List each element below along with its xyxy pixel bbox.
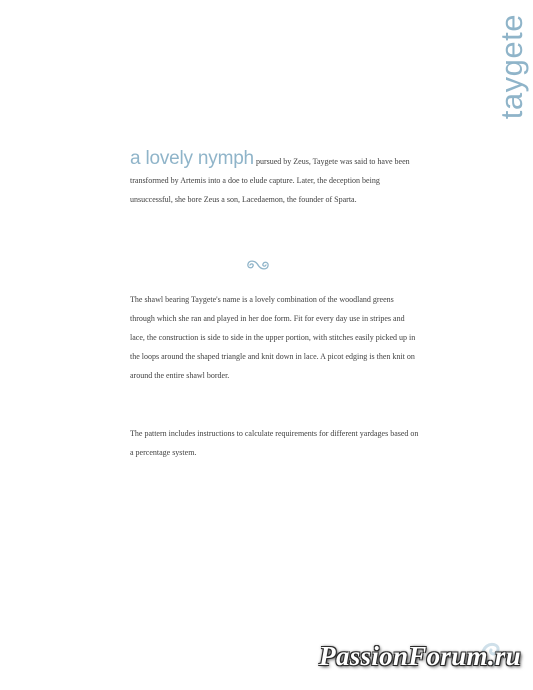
- intro-paragraph: [130, 149, 420, 209]
- intro-lead: a lovely nymph: [130, 148, 254, 169]
- shawl-description: The shawl bearing Taygete's name is a lovely combination of the woodland greens through which she ran and played in her doe form. Fit for every day use in stripes and lace, the construction is side to side in the upper portion, with stitches easily picked up in the loops around the shaped triangle and knit down in lace. A picot edging is then knit on around the entire shawl border.: [130, 295, 416, 380]
- intro-text: pursued by Zeus, Taygete was said to have been transformed by Artemis into a doe to elude capture. Later, the deception being unsuccessful, she bore Zeus a son, Lacedaemon, the founder of Sparta.: [130, 157, 410, 204]
- scroll-flourish-icon: [244, 258, 272, 272]
- watermark-logo: PassionForum.ru: [319, 641, 521, 671]
- pattern-note: The pattern includes instructions to calculate requirements for different yardages based on a percentage system.: [130, 429, 419, 457]
- side-title: taygete: [494, 14, 529, 120]
